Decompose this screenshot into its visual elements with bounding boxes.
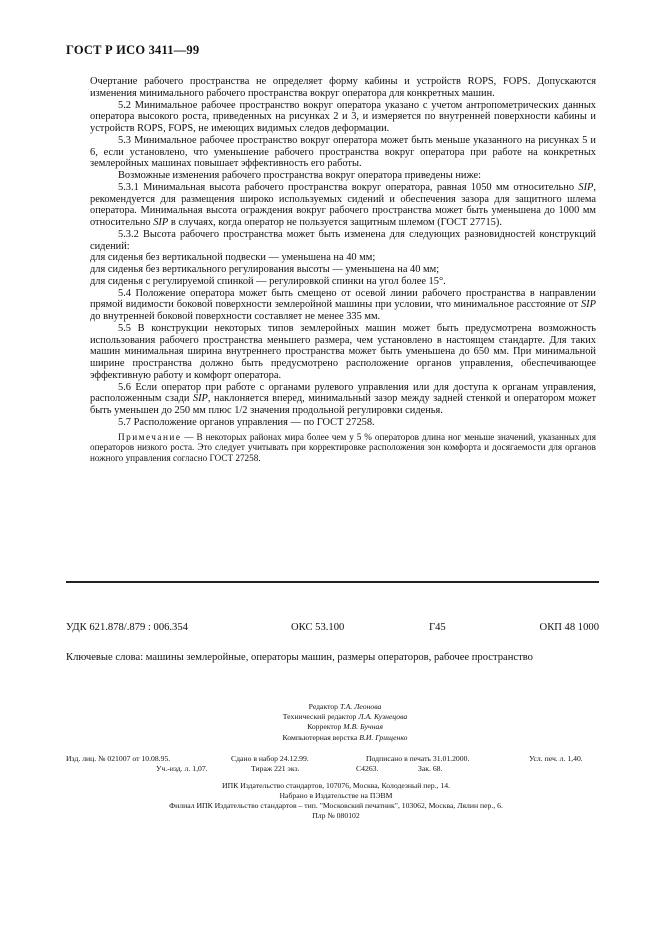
divider-rule: [66, 581, 599, 583]
keywords: Ключевые слова: машины землеройные, операторы машин, размеры операторов, рабочее пространство: [66, 652, 533, 663]
printer-info: [66, 781, 606, 821]
note-paragraph: [90, 432, 596, 464]
printer-line: ИПК Издательство стандартов, 107076, Москва, Колодезный пер., 14.: [222, 781, 450, 790]
text-segment: , рекомендуется для размещения широко используемых сидений и обеспечения зазора для защитного шлема оператора. Минимальная высота ограждения вокруг рабочего пространства может быть уменьшена до 1000 мм относительно: [90, 181, 596, 228]
text-segment: в случаях, когда оператор не пользуется защитным шлемом (ГОСТ 27715).: [168, 217, 502, 228]
credit-label: Компьютерная верстка: [282, 732, 360, 742]
credit-label: Редактор: [308, 702, 340, 711]
pub-sheets: Уч.-изд. л. 1,07.: [156, 763, 208, 773]
credit-label: Корректор: [307, 722, 344, 732]
paragraph-5-4: [90, 288, 596, 323]
pubinfo-row-2: [66, 764, 606, 774]
list-item: для сиденья без вертикальной подвески — уменьшена на 40 мм;: [90, 252, 376, 264]
text-segment: 5.4 Положение оператора может быть смещено от осевой линии рабочего пространства в направлении прямой видимости боковой поверхности землеройной машины при условии, что минимальное расстояние от: [90, 287, 596, 311]
paragraph-5-3-cont: Возможные изменения рабочего пространства вокруг оператора приведены ниже:: [118, 170, 481, 181]
credits-block: [210, 702, 480, 743]
license: Изд. лиц. № 021007 от 10.08.95.: [66, 754, 171, 763]
credit-name: Л.А. Кузнецова: [358, 712, 408, 722]
c-number: С4263.: [356, 763, 379, 773]
credit-label: Технический редактор: [282, 712, 359, 722]
paragraph-5-6: [90, 382, 596, 417]
signed-date: Подписано в печать 31.01.2000.: [366, 754, 470, 763]
udk-code: УДК 621.878/.879 : 006.354: [66, 622, 188, 633]
text-segment: , наклоняется вперед, минимальный зазор между задней стенкой и оператором может быть уменьшен до 250 мм плюс 1/2 значения продольной регулировки сиденья.: [90, 393, 597, 416]
credit-corrector: [210, 722, 480, 732]
publication-info: [66, 754, 606, 773]
okp-code: ОКП 48 1000: [539, 622, 599, 633]
sip-term: SIP: [192, 393, 208, 405]
credit-tech-editor: [210, 712, 480, 722]
printer-line: Плр № 080102: [312, 811, 360, 820]
order-number: Зак. 68.: [418, 763, 443, 773]
text-segment: 5.6 Если оператор при работе с органами рулевого управления или для доступа к органам управления, расположенным сзади: [90, 381, 596, 405]
paragraph-5-7: 5.7 Расположение органов управления — по ГОСТ 27258.: [118, 416, 375, 428]
credit-layout: [210, 733, 480, 743]
note-label: Примечание: [118, 431, 182, 442]
paragraph-5-5: 5.5 В конструкции некоторых типов землеройных машин может быть предусмотрена возможность использования рабочего пространства меньшего размера, чем установлено в настоящем стандарте. Для таких машин минимальная ширина внутреннего пространства может быть уменьшена до 650 мм. При минимальной ширине пространства должно быть предусмотрено расположение органов управления, обеспечивающее эффективную работу и комфорт оператора.: [90, 322, 596, 381]
note-text: — В некоторых районах мира более чем у 5 % операторов длина ног меньше значений, указанных для операторов низкого роста. Это следует учитывать при корректировке расположения зон комфорта и досягаемости для органов ножного управления согласно ГОСТ 27258.: [90, 431, 596, 463]
credit-name: В.И. Грищенко: [359, 732, 408, 742]
standard-header: ГОСТ Р ИСО 3411—99: [66, 43, 200, 57]
typeset-date: Сдано в набор 24.12.99.: [231, 754, 309, 763]
group-code: Г45: [429, 622, 446, 633]
text-segment: 5.3.1 Минимальная высота рабочего пространства вокруг оператора, равная 1050 мм относительно: [118, 181, 579, 193]
paragraph-5-3-1: [90, 182, 596, 229]
credit-editor: [210, 702, 480, 712]
text-segment: до внутренней боковой поверхности составляет не менее 335 мм.: [90, 311, 381, 322]
pubinfo-row-1: [66, 754, 606, 764]
circulation: Тираж 221 экз.: [251, 763, 300, 773]
sip-term: SIP: [578, 181, 594, 193]
classification-row: [66, 622, 599, 636]
printer-line: Филиал ИПК Издательство стандартов – тип. "Московский печатник", 103062, Москва, Лялин пер., 6.: [169, 801, 503, 810]
sip-term: SIP: [153, 217, 169, 228]
credit-name: Т.А. Леонова: [339, 702, 382, 711]
oks-code: ОКС 53.100: [291, 622, 345, 633]
printer-line: Набрано в Издательстве на ПЭВМ: [279, 791, 393, 800]
main-text: [90, 76, 596, 463]
paragraph-5-3-2: 5.3.2 Высота рабочего пространства может быть изменена для следующих разновидностей конструкций сидений:: [90, 228, 596, 252]
paragraph-5-2: 5.2 Минимальное рабочее пространство вокруг оператора указано с учетом антропометрических данных оператора высокого роста, приведенных на рисунках 2 и 3, и измеряется по внутренней поверхности кабины и устройств ROPS, FOPS, не имеющих видимых следов деформации.: [90, 99, 596, 134]
credit-name: М.В. Бучная: [343, 722, 383, 732]
list-item: для сиденья без вертикального регулирования высоты — уменьшена на 40 мм;: [90, 264, 440, 275]
paragraph-intro: Очертание рабочего пространства не определяет форму кабины и устройств ROPS, FOPS. Допускаются изменения минимального рабочего пространства вокруг оператора для конкретных машин.: [90, 76, 596, 99]
sip-term: SIP: [580, 299, 596, 311]
paragraph-5-3: 5.3 Минимальное рабочее пространство вокруг оператора может быть меньше указанного на рисунках 5 и 6, если установлено, что уменьшение рабочего пространства вокруг оператора при работе на конкретных землеройных машинах повышает эффективность его работы.: [90, 134, 596, 170]
print-sheets: Усл. печ. л. 1,40.: [529, 754, 583, 763]
list-item: для сиденья с регулируемой спинкой — регулировкой спинки на угол более 15°.: [90, 275, 446, 287]
